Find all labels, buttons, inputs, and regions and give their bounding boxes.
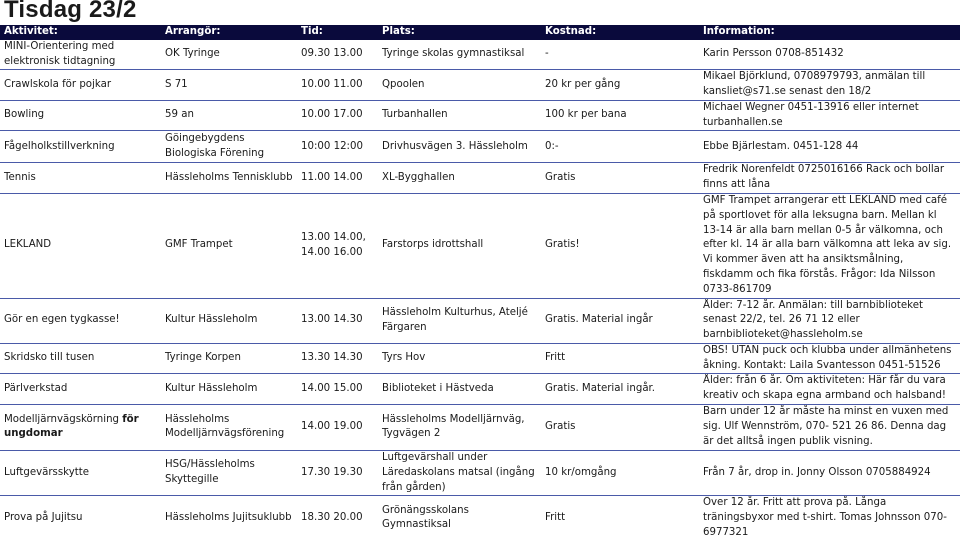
cost-cell: Gratis. Material ingår.: [541, 374, 699, 405]
table-row: [0, 404, 960, 450]
time-cell: 10:00 12:00: [297, 131, 378, 163]
activity-cell: Crawlskola för pojkar: [0, 70, 161, 101]
place-cell: Drivhusvägen 3. Hässleholm: [378, 131, 541, 163]
info-cell: OBS! UTAN puck och klubba under allmänhetens åkning. Kontakt: Laila Svantesson 0451-51526: [699, 343, 960, 374]
organizer-cell: Tyringe Korpen: [161, 343, 297, 374]
header-info: Information:: [699, 25, 960, 40]
page-title: Tisdag 23/2: [4, 0, 137, 23]
place-cell: Qpoolen: [378, 70, 541, 101]
cost-cell: 10 kr/omgång: [541, 450, 699, 495]
cost-cell: Gratis!: [541, 194, 699, 298]
place-cell: Grönängsskolans Gymnastiksal: [378, 496, 541, 541]
info-cell: Ebbe Bjärlestam. 0451-128 44: [699, 131, 960, 163]
place-cell: Tyrs Hov: [378, 343, 541, 374]
info-cell: Karin Persson 0708-851432: [703, 48, 844, 60]
place-cell: Luftgevärshall under Läredaskolans matsal (ingång från gården): [378, 450, 541, 495]
table-row: [0, 70, 960, 101]
header-activity: Aktivitet:: [0, 25, 161, 40]
time-cell: 13.30 14.30: [297, 343, 378, 374]
organizer-cell: Hässleholms Jujitsuklubb: [161, 496, 297, 541]
activity-cell: Bowling: [0, 100, 161, 131]
table-row: [0, 343, 960, 374]
info-cell: Barn under 12 år måste ha minst en vuxen med sig. Ulf Wennström, 070- 521 26 86. Denna dag är det alltså ingen publik visning.: [699, 404, 960, 450]
place-cell: Farstorps idrottshall: [378, 194, 541, 298]
cost-cell: -: [545, 48, 549, 60]
place-cell: XL-Bygghallen: [378, 163, 541, 194]
place-cell: Turbanhallen: [378, 100, 541, 131]
header-place: Plats:: [378, 25, 541, 40]
table-row: [0, 163, 960, 194]
organizer-cell: Kultur Hässleholm: [161, 298, 297, 343]
cost-cell: Fritt: [541, 496, 699, 541]
info-cell: Ålder: 7-12 år. Anmälan: till barnbiblioteket senast 22/2, tel. 26 71 12 eller barnbiblioteket@hassleholm.se: [699, 298, 960, 343]
organizer-cell: 59 an: [161, 100, 297, 131]
place-cell: Hässleholms Modelljärnväg, Tygvägen 2: [378, 404, 541, 450]
organizer-cell: GMF Trampet: [161, 194, 297, 298]
organizer-cell: Hässleholms Tennisklubb: [161, 163, 297, 194]
table-row: [0, 131, 960, 163]
table-row: [0, 40, 960, 70]
activity-cell: [0, 404, 161, 450]
organizer-cell: S 71: [161, 70, 297, 101]
header-organizer: Arrangör:: [161, 25, 297, 40]
table-row: [0, 298, 960, 343]
info-cell: Över 12 år. Fritt att prova på. Långa träningsbyxor med t-shirt. Tomas Johnsson 070-6977321: [699, 496, 960, 541]
activity-cell: MINI-Orientering med elektronisk tidtagning: [4, 40, 116, 67]
time-cell: 11.00 14.00: [297, 163, 378, 194]
activity-emphasis: för ungdomar: [4, 413, 139, 440]
table-row: [0, 450, 960, 495]
organizer-cell: Göingebygdens Biologiska Förening: [161, 131, 297, 163]
activities-table: [0, 25, 960, 541]
cost-cell: 0:-: [541, 131, 699, 163]
organizer-cell: OK Tyringe: [165, 48, 220, 60]
activity-cell: Skridsko till tusen: [0, 343, 161, 374]
place-cell: Tyringe skolas gymnastiksal: [382, 48, 525, 60]
table-row: [0, 374, 960, 405]
info-cell: GMF Trampet arrangerar ett LEKLAND med café på sportlovet för alla leksugna barn. Mellan kl 13-14 är alla barn mellan 0-5 år välkomna, och efter kl. 14 är alla barn välkomna att leka av sig. Vi kommer även att ha ansiktsmålning, fiskdamm och fika förstås. Frågor: Ida Nilsson 0733-861709: [699, 194, 960, 298]
time-cell: 14.00 19.00: [297, 404, 378, 450]
activity-cell: Luftgevärsskytte: [0, 450, 161, 495]
time-cell: 14.00 15.00: [297, 374, 378, 405]
place-cell: Biblioteket i Hästveda: [378, 374, 541, 405]
activity-cell: Tennis: [0, 163, 161, 194]
organizer-cell: HSG/Hässleholms Skyttegille: [161, 450, 297, 495]
table-header-row: [0, 25, 960, 40]
cost-cell: 100 kr per bana: [541, 100, 699, 131]
info-cell: Michael Wegner 0451-13916 eller internet turbanhallen.se: [699, 100, 960, 131]
cost-cell: Gratis: [541, 404, 699, 450]
organizer-cell: Kultur Hässleholm: [161, 374, 297, 405]
table-row: [0, 100, 960, 131]
cost-cell: Fritt: [541, 343, 699, 374]
activity-cell: Pärlverkstad: [0, 374, 161, 405]
time-cell: 13.00 14.00, 14.00 16.00: [297, 194, 378, 298]
organizer-cell: Hässleholms Modelljärnvägsförening: [161, 404, 297, 450]
activity-cell: Fågelholkstillverkning: [0, 131, 161, 163]
time-cell: 17.30 19.30: [297, 450, 378, 495]
table-row: [0, 496, 960, 541]
place-cell: Hässleholm Kulturhus, Ateljé Färgaren: [378, 298, 541, 343]
activity-text: Modelljärnvägskörning: [4, 413, 119, 425]
header-cost: Kostnad:: [541, 25, 699, 40]
time-cell: 13.00 14.30: [297, 298, 378, 343]
time-cell: 09.30 13.00: [301, 48, 363, 60]
info-cell: Mikael Björklund, 0708979793, anmälan till kansliet@s71.se senast den 18/2: [699, 70, 960, 101]
time-cell: 10.00 11.00: [297, 70, 378, 101]
time-cell: 18.30 20.00: [297, 496, 378, 541]
info-cell: Ålder: från 6 år. Om aktiviteten: Här får du vara kreativ och skapa egna armband och halsband!: [699, 374, 960, 405]
cost-cell: Gratis: [541, 163, 699, 194]
activity-cell: Prova på Jujitsu: [0, 496, 161, 541]
info-cell: Fredrik Norenfeldt 0725016166 Rack och bollar finns att låna: [699, 163, 960, 194]
table-row: [0, 194, 960, 298]
info-cell: Från 7 år, drop in. Jonny Olsson 0705884924: [699, 450, 960, 495]
header-time: Tid:: [297, 25, 378, 40]
activity-cell: LEKLAND: [0, 194, 161, 298]
time-cell: 10.00 17.00: [297, 100, 378, 131]
cost-cell: 20 kr per gång: [541, 70, 699, 101]
cost-cell: Gratis. Material ingår: [541, 298, 699, 343]
activity-cell: Gör en egen tygkasse!: [0, 298, 161, 343]
